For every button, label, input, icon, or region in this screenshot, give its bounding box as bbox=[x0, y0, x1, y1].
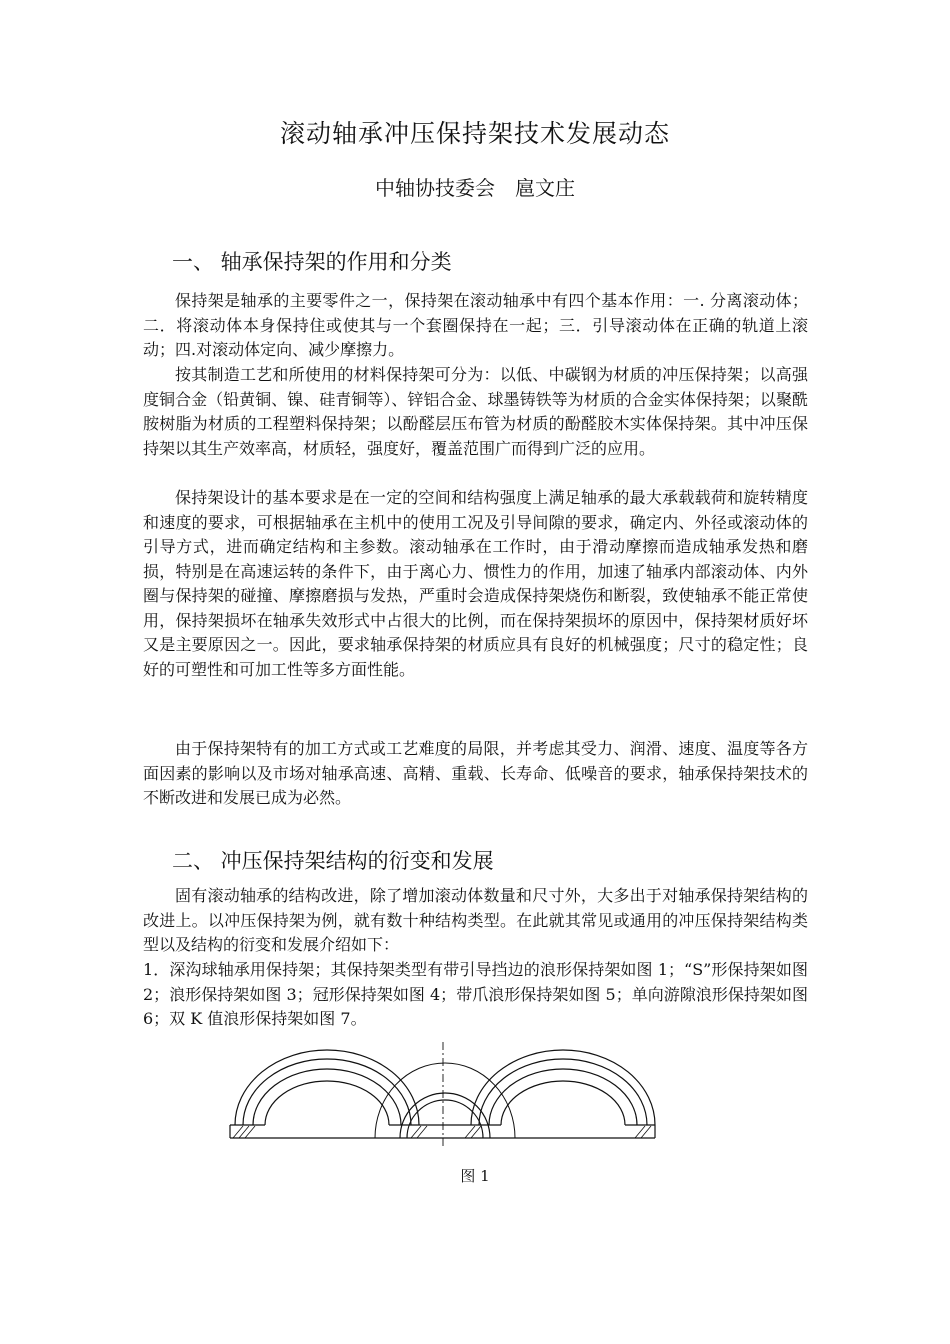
section2-paragraph-1: 固有滚动轴承的结构改进，除了增加滚动体数量和尺寸外，大多出于对轴承保持架结构的改进上。以冲压保持架为例，就有数十种结构类型。在此就其常见或通用的冲压保持架结构类型以及结构的衍变和发展介绍如下： bbox=[143, 886, 808, 954]
figure-caption: 图 1 bbox=[460, 1167, 490, 1185]
section1-heading: 一、 轴承保持架的作用和分类 bbox=[172, 250, 452, 274]
section2-heading: 二、 冲压保持架结构的衍变和发展 bbox=[172, 849, 494, 873]
cage-figure-drawing bbox=[225, 1040, 665, 1150]
section1-paragraph-4: 由于保持架特有的加工方式或工艺难度的局限，并考虑其受力、润滑、速度、温度等各方面因素的影响以及市场对轴承高速、高精、重载、长寿命、低噪音的要求，轴承保持架技术的不断改进和发展已成为必然。 bbox=[143, 739, 808, 807]
document-title: 滚动轴承冲压保持架技术发展动态 bbox=[279, 119, 670, 148]
author-line: 中轴协技委会 扈文庄 bbox=[375, 176, 575, 200]
section1-paragraph-1: 保持架是轴承的主要零件之一，保持架在滚动轴承中有四个基本作用：一. 分离滚动体；二．将滚动体本身保持住或使其与一个套圈保持在一起；三．引导滚动体在正确的轨道上滚动；四.对滚动体定向、减少摩擦力。 bbox=[143, 291, 808, 359]
section2-paragraph-2: 1．深沟球轴承用保持架；其保持架类型有带引导挡边的浪形保持架如图 1；“S”形保持架如图 2；浪形保持架如图 3；冠形保持架如图 4；带爪浪形保持架如图 5；单向游隙浪形保持架如图 6；双 K 值浪形保持架如图 7。 bbox=[143, 960, 808, 1028]
section1-paragraph-2: 按其制造工艺和所使用的材料保持架可分为：以低、中碳钢为材质的冲压保持架；以高强度铜合金（铅黄铜、镍、硅青铜等）、锌铝合金、球墨铸铁等为材质的合金实体保持架；以聚酰胺树脂为材质的工程塑料保持架；以酚醛层压布管为材质的酚醛胶木实体保持架。其中冲压保持架以其生产效率高，材质轻，强度好，覆盖范围广而得到广泛的应用。 bbox=[143, 365, 808, 458]
section1-paragraph-3: 保持架设计的基本要求是在一定的空间和结构强度上满足轴承的最大承载载荷和旋转精度和速度的要求，可根据轴承在主机中的使用工况及引导间隙的要求，确定内、外径或滚动体的引导方式，进而确定结构和主参数。滚动轴承在工作时，由于滑动摩擦而造成轴承发热和磨损，特别是在高速运转的条件下，由于离心力、惯性力的作用，加速了轴承内部滚动体、内外圈与保持架的碰撞、摩擦磨损与发热，严重时会造成保持架烧伤和断裂，致使轴承不能正常使用，保持架损坏在轴承失效形式中占很大的比例，而在保持架损坏的原因中，保持架材质好坏又是主要原因之一。因此，要求轴承保持架的材质应具有良好的机械强度；尺寸的稳定性；良好的可塑性和可加工性等多方面性能。 bbox=[143, 488, 808, 679]
